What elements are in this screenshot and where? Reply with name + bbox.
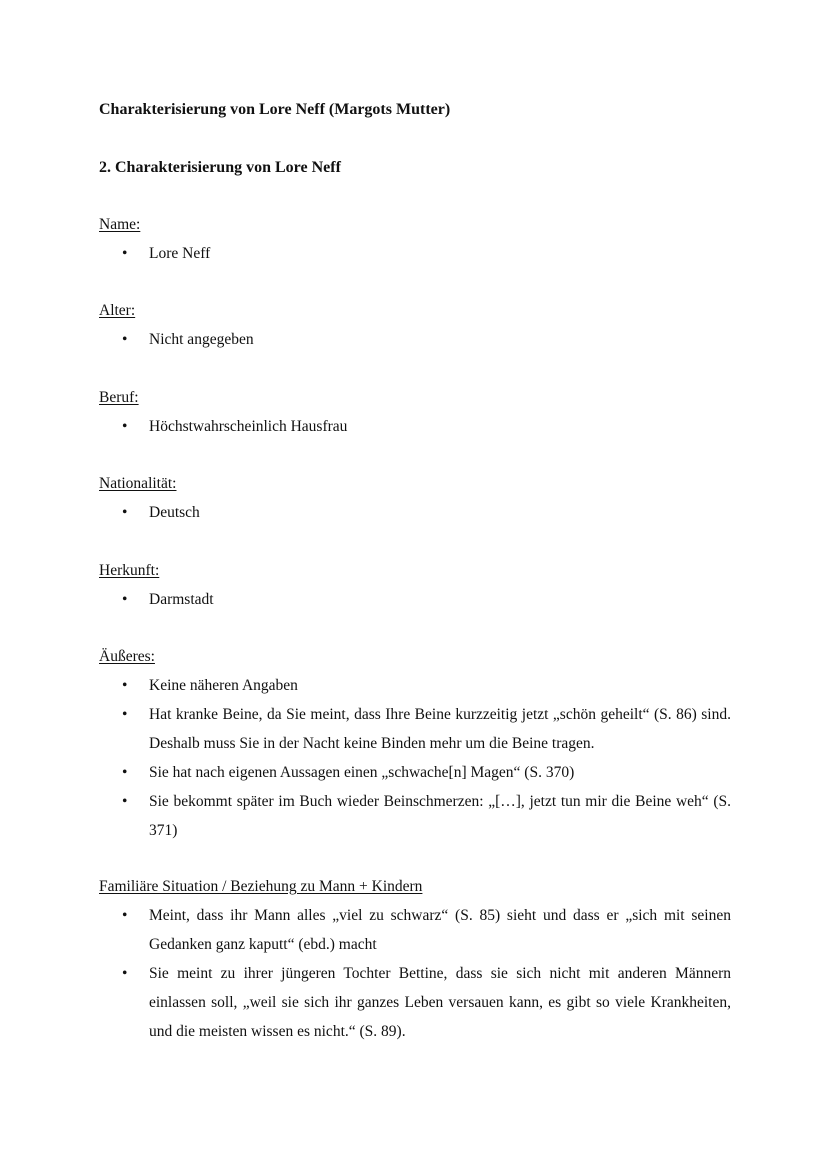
bullet-icon: •	[122, 677, 128, 694]
field-label-nationalitaet: Nationalität:	[99, 475, 177, 492]
list-item-text: Hat kranke Beine, da Sie meint, dass Ihre Beine kurzzeitig jetzt „schön geheilt“ (S. 86) sind. Deshalb muss Sie in der Nacht keine Binden mehr um die Beine tragen.	[149, 706, 731, 752]
section-title: 2. Charakterisierung von Lore Neff	[99, 159, 341, 176]
field-label-familie: Familiäre Situation / Beziehung zu Mann + Kindern	[99, 878, 423, 895]
list-item-text: Deutsch	[149, 504, 200, 521]
bullet-icon: •	[122, 245, 128, 262]
bullet-icon: •	[122, 504, 128, 521]
field-nationalitaet-list	[99, 498, 731, 527]
field-alter-list	[99, 325, 731, 354]
bullet-icon: •	[122, 418, 128, 435]
list-item	[99, 700, 731, 758]
field-label-aeusseres: Äußeres:	[99, 648, 155, 665]
bullet-icon: •	[122, 591, 128, 608]
list-item-text: Höchstwahrscheinlich Hausfrau	[149, 418, 348, 435]
field-herkunft-list	[99, 585, 731, 614]
list-item	[99, 758, 731, 787]
bullet-icon: •	[122, 793, 128, 810]
bullet-icon: •	[122, 965, 128, 982]
list-item-text: Sie bekommt später im Buch wieder Beinschmerzen: „[…], jetzt tun mir die Beine weh“ (S. 371)	[149, 793, 731, 839]
list-item	[99, 585, 731, 614]
list-item	[99, 671, 731, 700]
bullet-icon: •	[122, 706, 128, 723]
field-herkunft	[99, 556, 731, 614]
field-label-name: Name:	[99, 216, 141, 233]
field-name-list	[99, 239, 731, 268]
bullet-icon: •	[122, 764, 128, 781]
list-item	[99, 412, 731, 441]
field-label-beruf: Beruf:	[99, 389, 139, 406]
list-item-text: Keine näheren Angaben	[149, 677, 298, 694]
field-name	[99, 210, 731, 268]
field-beruf-list	[99, 412, 731, 441]
list-item	[99, 325, 731, 354]
list-item	[99, 901, 731, 959]
list-item-text: Sie meint zu ihrer jüngeren Tochter Bettine, dass sie sich nicht mit anderen Männern einlassen soll, „weil sie sich ihr ganzes Leben versauen kann, es gibt so viele Krankheiten, und die meisten wissen es nicht.“ (S. 89).	[149, 965, 731, 1040]
bullet-icon: •	[122, 331, 128, 348]
field-nationalitaet	[99, 469, 731, 527]
list-item	[99, 787, 731, 845]
list-item	[99, 498, 731, 527]
list-item	[99, 239, 731, 268]
field-familie	[99, 872, 731, 1046]
document-title: Charakterisierung von Lore Neff (Margots Mutter)	[99, 101, 451, 118]
list-item	[99, 959, 731, 1046]
field-familie-list	[99, 901, 731, 1046]
field-alter	[99, 296, 731, 354]
field-beruf	[99, 383, 731, 441]
list-item-text: Darmstadt	[149, 591, 214, 608]
field-label-herkunft: Herkunft:	[99, 562, 160, 579]
field-aeusseres	[99, 642, 731, 845]
list-item-text: Meint, dass ihr Mann alles „viel zu schwarz“ (S. 85) sieht und dass er „sich mit seinen Gedanken ganz kaputt“ (ebd.) macht	[149, 907, 731, 953]
list-item-text: Lore Neff	[149, 245, 211, 262]
field-label-alter: Alter:	[99, 302, 136, 319]
list-item-text: Sie hat nach eigenen Aussagen einen „schwache[n] Magen“ (S. 370)	[149, 764, 575, 781]
list-item-text: Nicht angegeben	[149, 331, 254, 348]
field-aeusseres-list	[99, 671, 731, 845]
bullet-icon: •	[122, 907, 128, 924]
